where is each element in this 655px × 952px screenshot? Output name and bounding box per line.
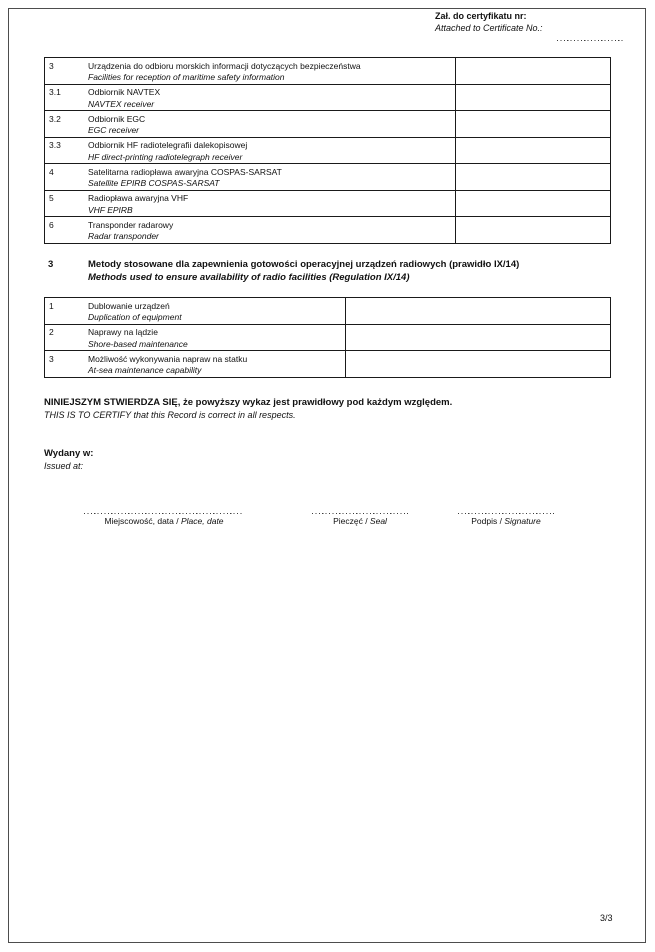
place-date-signature-field: [84, 507, 244, 526]
issued-at-block: [44, 448, 93, 472]
seal-label-en: Seal: [369, 516, 387, 526]
signature-dotted-line: [458, 507, 554, 514]
label-separator: /: [173, 516, 181, 526]
row-label-pl: Odbiornik HF radiotelegrafii dalekopisowej: [88, 140, 248, 150]
section-title-pl: Metody stosowane dla zapewnienia gotowości operacyjnej urządzeń radiowych (prawidło IX/14): [88, 259, 520, 270]
table-row: [45, 58, 611, 85]
description-cell: [45, 58, 456, 85]
description-cell: [45, 351, 346, 378]
table-row: [45, 217, 611, 244]
table-row: [45, 111, 611, 138]
certification-statement-pl: NINIEJSZYM STWIERDZA SIĘ, że powyższy wykaz jest prawidłowy pod każdym względem.: [44, 397, 453, 408]
signature-field: [458, 507, 554, 526]
table-row: [45, 137, 611, 164]
row-label-en: Satellite EPIRB COSPAS-SARSAT: [88, 178, 220, 188]
seal-label-pl: Pieczęć: [333, 516, 363, 526]
certification-statement: [44, 397, 619, 421]
row-label-pl: Satelitarna radiopława awaryjna COSPAS-SARSAT: [88, 166, 282, 177]
row-number: 3: [49, 353, 54, 364]
row-number: 5: [49, 193, 54, 203]
seal-label: [312, 516, 408, 526]
issued-at-label-pl: Wydany w:: [44, 448, 94, 459]
seal-field: [312, 507, 408, 526]
row-number: 6: [49, 219, 54, 230]
row-label-pl: Dublowanie urządzeń: [88, 300, 170, 311]
value-cell: [456, 190, 611, 217]
attachment-label-pl: Zał. do certyfikatu nr:: [435, 11, 527, 21]
page-number: 3/3: [600, 913, 613, 923]
value-cell: [456, 58, 611, 85]
table-row: [45, 190, 611, 217]
row-number: 2: [49, 327, 54, 337]
row-label-pl: Naprawy na lądzie: [88, 327, 158, 337]
place-date-dotted-line: [84, 507, 244, 514]
value-cell: [346, 351, 611, 378]
row-label-en: Duplication of equipment: [88, 312, 182, 322]
equipment-table: [44, 57, 611, 244]
description-cell: [45, 164, 456, 191]
value-cell: [456, 217, 611, 244]
row-label-pl: Radiopława awaryjna VHF: [88, 193, 189, 203]
label-separator: /: [497, 516, 505, 526]
row-label-pl: Możliwość wykonywania napraw na statku: [88, 353, 248, 364]
row-label-en: EGC receiver: [88, 125, 140, 135]
description-cell: [45, 84, 456, 111]
row-label-en: At-sea maintenance capability: [88, 365, 202, 375]
row-label-en: Radar transponder: [88, 231, 159, 241]
seal-dotted-line: [312, 507, 408, 514]
row-label-pl: Transponder radarowy: [88, 219, 174, 230]
row-number: 4: [49, 166, 54, 177]
value-cell: [346, 324, 611, 351]
value-cell: [456, 137, 611, 164]
row-label-en: HF direct-printing radiotelegraph receiver: [88, 151, 243, 162]
signature-label: [458, 516, 554, 526]
row-label-pl: Odbiornik NAVTEX: [88, 87, 161, 97]
table-row: [45, 298, 611, 325]
row-label-pl: Odbiornik EGC: [88, 113, 146, 124]
row-number: 3: [49, 60, 54, 71]
table-row: [45, 164, 611, 191]
methods-table: [44, 297, 611, 378]
row-label-en: VHF EPIRB: [88, 204, 133, 215]
description-cell: [45, 137, 456, 164]
row-label-en: NAVTEX receiver: [88, 98, 155, 109]
value-cell: [456, 111, 611, 138]
label-separator: /: [362, 516, 370, 526]
certification-statement-en: THIS IS TO CERTIFY that this Record is correct in all respects.: [44, 410, 296, 420]
row-label-en: Facilities for reception of maritime safety information: [88, 72, 285, 82]
value-cell: [456, 164, 611, 191]
value-cell: [456, 84, 611, 111]
section-number: 3: [48, 259, 54, 270]
row-number: 3.2: [49, 113, 61, 124]
value-cell: [346, 298, 611, 325]
table-row: [45, 324, 611, 351]
table-row: [45, 351, 611, 378]
attachment-label-en: Attached to Certificate No.:: [435, 22, 543, 33]
section-title-en: Methods used to ensure availability of radio facilities (Regulation IX/14): [88, 272, 410, 283]
table-row: [45, 84, 611, 111]
place-date-label-en: Place, date: [181, 516, 224, 526]
certificate-reference-header: [435, 11, 635, 34]
description-cell: [45, 324, 346, 351]
row-number: 3.1: [49, 87, 61, 97]
description-cell: [45, 111, 456, 138]
row-number: 3.3: [49, 140, 61, 150]
signature-label-en: Signature: [504, 516, 541, 526]
description-cell: [45, 190, 456, 217]
row-number: 1: [49, 300, 54, 311]
description-cell: [45, 298, 346, 325]
row-label-en: Shore-based maintenance: [88, 338, 188, 349]
issued-at-label-en: Issued at:: [44, 461, 84, 471]
place-date-label: [84, 516, 244, 526]
place-date-label-pl: Miejscowość, data: [104, 516, 174, 526]
signature-label-pl: Podpis: [471, 516, 498, 526]
certificate-number-dotted-line: [557, 30, 625, 41]
row-label-pl: Urządzenia do odbioru morskich informacji dotyczących bezpieczeństwa: [88, 60, 361, 71]
description-cell: [45, 217, 456, 244]
section-heading: [48, 258, 623, 284]
